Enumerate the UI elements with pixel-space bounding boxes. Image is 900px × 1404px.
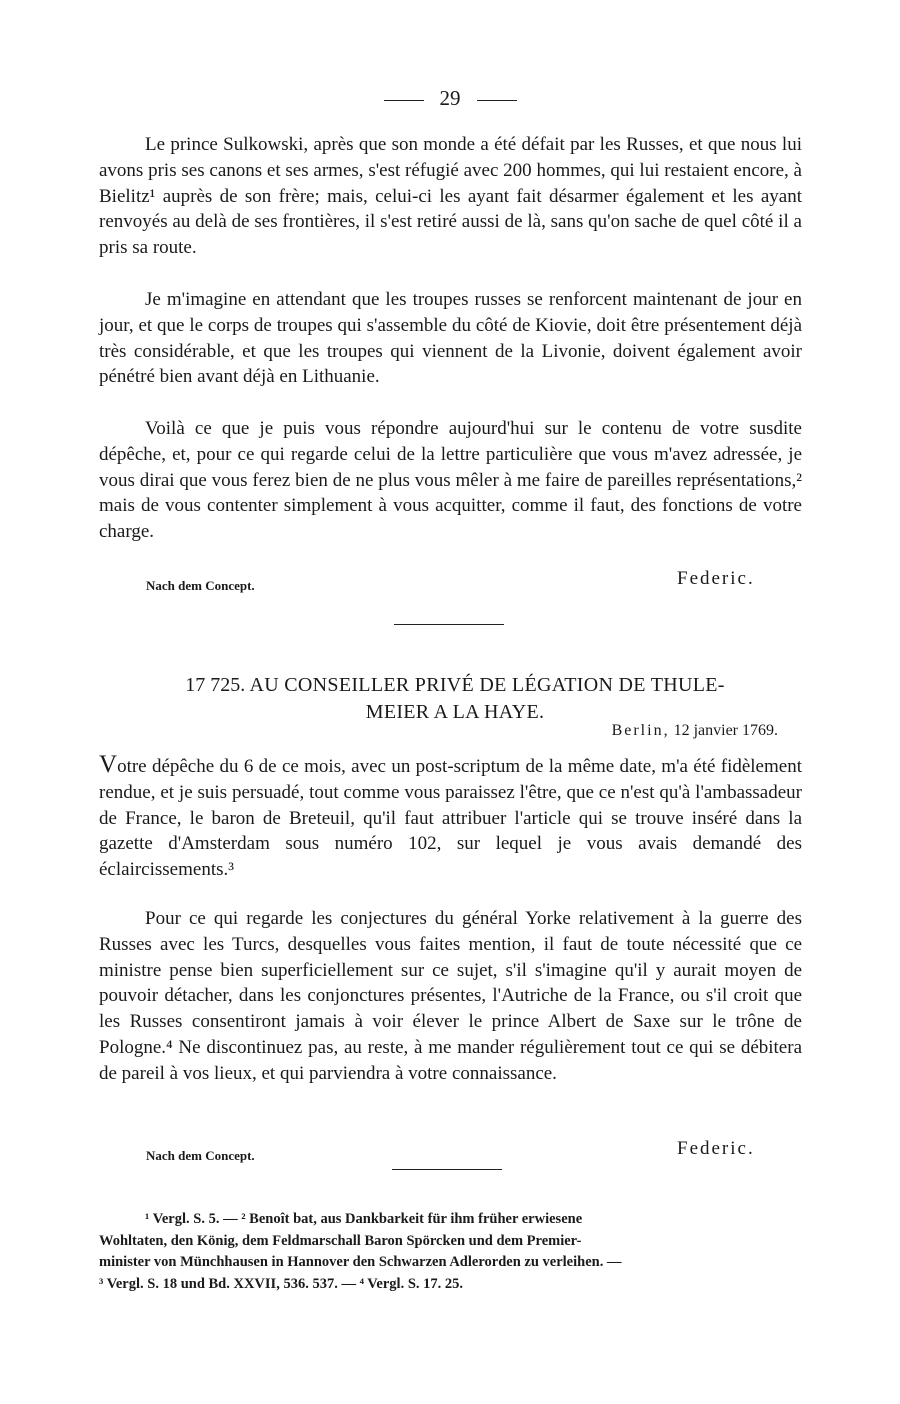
footnote-line-4: ³ Vergl. S. 18 und Bd. XXVII, 536. 537. — ⁴ Vergl. S. 17. 25. <box>99 1275 464 1292</box>
page-number-header <box>0 86 900 111</box>
letter2-paragraph-1-text: otre dépêche du 6 de ce mois, avec un post-scriptum de la même date, m'a été fidèlement rendue, et je suis persuadé, tout comme vous paraissez l'être, que ce n'est qu'à l'ambassadeur de France, le baron de Breteuil, qu'il faut attribuer l'article qui se trouve inséré dans la gazette d'Amsterdam sous numéro 102, sur lequel je vous avais demandé des éclaircissements.³ <box>99 756 802 881</box>
letter2-place: Berlin, <box>611 722 670 739</box>
letter1-paragraph-1: Le prince Sulkowski, après que son monde a été défait par les Russes, et que nous lui avons pris ses canons et ses armes, s'est réfugié avec 200 hommes, qui lui restaient encore, à Bielitz¹ auprès de son frère; mais, celui-ci les ayant fait désarmer également et les ayant renvoyés au delà de ses frontières, il s'est retiré aussi de là, sans qu'on sache de quel côté il a pris sa route. <box>99 134 802 259</box>
letter2-initial-letter: V <box>99 751 118 778</box>
letter2-title-line2: MEIER A LA HAYE. <box>365 701 545 723</box>
footnote-line-2: Wohltaten, den König, dem Feldmarschall Baron Spörcken und dem Premier- <box>99 1232 582 1249</box>
letter2-date: 12 janvier 1769. <box>673 722 778 739</box>
letter2-paragraph-2: Pour ce qui regarde les conjectures du général Yorke relativement à la guerre des Russes avec les Turcs, desquelles vous faites mention, il faut de toute nécessité que ce ministre pense bien superficiellement sur ce sujet, s'il s'imagine qu'il y aurait moyen de pouvoir détacher, dans les conjonctures présentes, l'Autriche de la France, ou s'il croit que les Russes consentiront jamais à voir élever le prince Albert de Saxe sur le trône de Pologne.⁴ Ne discontinuez pas, au reste, à me mander régulièrement tout ce qui se débitera de pareil à vos lieux, et qui parviendra à votre connaissance. <box>99 908 802 1084</box>
footnote-divider <box>392 1169 502 1170</box>
header-dash-right <box>477 100 517 101</box>
letter2-heading <box>110 672 800 726</box>
section-divider <box>394 624 504 625</box>
footnote-line-1: ¹ Vergl. S. 5. — ² Benoît bat, aus Dankbarkeit für ihm früher erwiesene <box>145 1211 583 1227</box>
letter2-paragraph-1 <box>99 752 802 883</box>
footnotes <box>99 1209 802 1295</box>
letter1-paragraph-3: Voilà ce que je puis vous répondre aujourd'hui sur le contenu de votre susdite dépêche, et, pour ce qui regarde celui de la lettre particulière que vous m'avez adressée, je vous dirai que vous ferez bien de ne plus vous mêler à me faire de pareilles représentations,² mais de vous contenter simplement à vous acquitter, comme il faut, des fonctions de votre charge. <box>99 418 802 543</box>
page-number: 29 <box>439 86 461 110</box>
letter1-source-note: Nach dem Concept. <box>146 578 255 593</box>
letter2-source-note: Nach dem Concept. <box>146 1148 255 1163</box>
footnote-line-3: minister von Münchhausen in Hannover den Schwarzen Adlerorden zu verleihen. — <box>99 1254 622 1270</box>
letter1-paragraph-2: Je m'imagine en attendant que les troupes russes se renforcent maintenant de jour en jour, et que le corps de troupes qui s'assemble du côté de Kiovie, doit être présentement déjà très considérable, et que les troupes qui viennent de la Livonie, doivent également avoir pénétré bien avant déjà en Lithuanie. <box>99 289 802 388</box>
letter2-dateline <box>612 722 778 740</box>
letter2-title-line1: AU CONSEILLER PRIVÉ DE LÉGATION DE THULE- <box>249 674 725 696</box>
header-dash-left <box>384 100 424 101</box>
letter-number: 17 725. <box>185 674 246 696</box>
letter2-signature: Federic. <box>677 1138 755 1159</box>
letter1-signature: Federic. <box>677 568 755 589</box>
